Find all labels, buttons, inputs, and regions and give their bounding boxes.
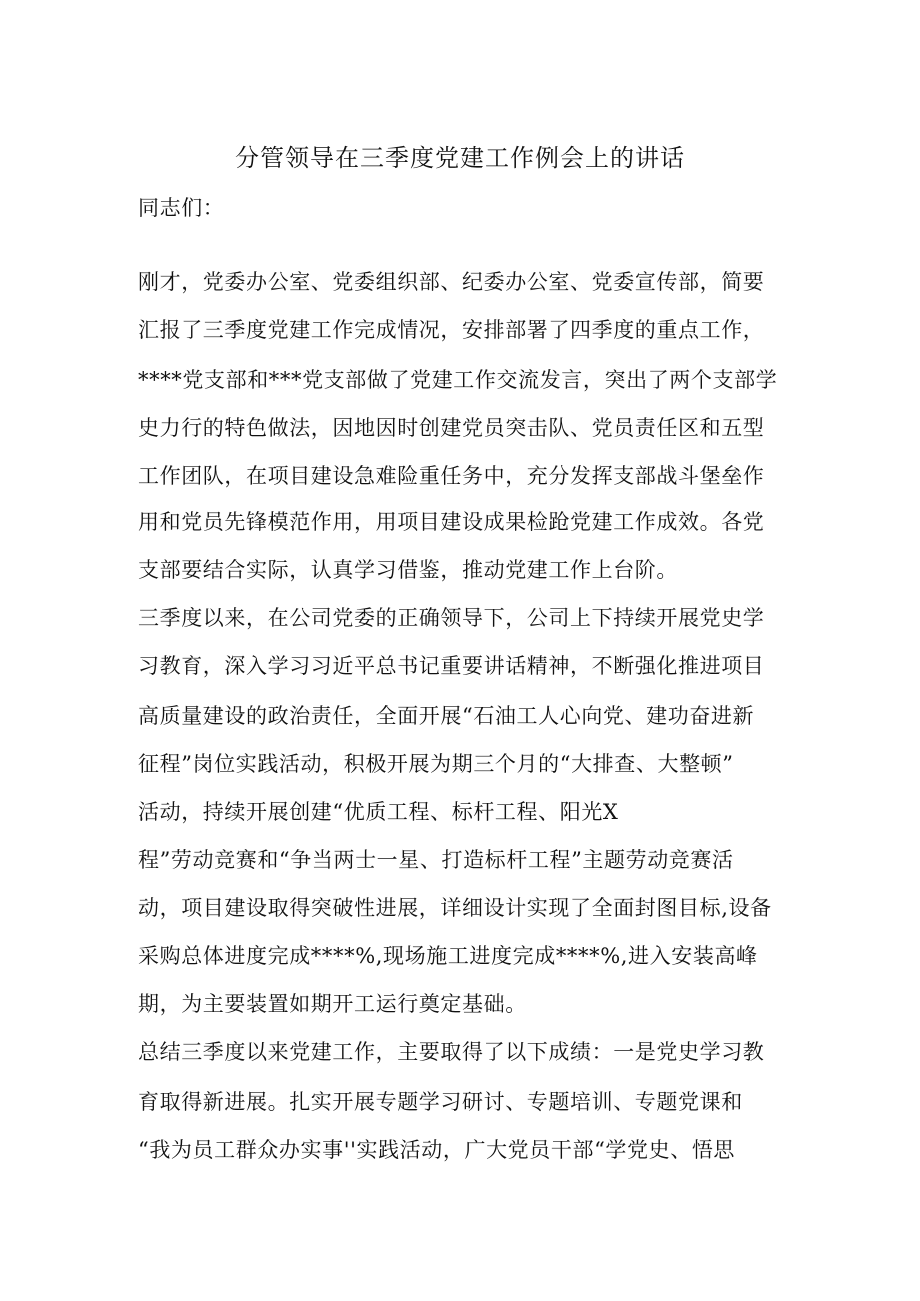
paragraph-line: 史力行的特色做法，因地因时创建党员突击队、党员责任区和五型 [138,416,765,440]
paragraph-line: 采购总体进度完成****%,现场施工进度完成****%,进入安装高峰 [138,944,758,968]
paragraph-line: 征程”岗位实践活动，积极开展为期三个月的“大排查、大整顿” [138,752,734,776]
paragraph-line: 活动，持续开展创建“优质工程、标杆工程、阳光X [138,800,619,824]
paragraph-line: 习教育，深入学习习近平总书记重要讲话精神，不断强化推进项目 [138,654,765,678]
paragraph-line: 程”劳动竞赛和“争当两士一星、打造标杆工程”主题劳动竞赛活 [138,848,734,872]
paragraph-line: 动，项目建设取得突破性进展，详细设计实现了全面封图目标,设备 [138,896,772,920]
paragraph-line: 三季度以来，在公司党委的正确领导下，公司上下持续开展党史学 [138,606,765,630]
paragraph-line: 同志们： [138,196,225,220]
paragraph-line: 汇报了三季度党建工作完成情况，安排部署了四季度的重点工作， [138,318,765,342]
paragraph-line: ****党支部和***党支部做了党建工作交流发言，突出了两个支部学 [138,368,778,392]
paragraph-line: 工作团队，在项目建设急难险重任务中，充分发挥支部战斗堡垒作 [138,464,765,488]
paragraph-line: “我为员工群众办实事''实践活动，广大党员干部“学党史、悟思 [138,1138,736,1162]
paragraph-line: 刚才，党委办公室、党委组织部、纪委办公室、党委宣传部，简要 [138,270,765,294]
document-title: 分管领导在三季度党建工作例会上的讲话 [235,144,685,172]
paragraph-line: 期，为主要装置如期开工运行奠定基础。 [138,992,527,1016]
paragraph-line: 高质量建设的政治责任，全面开展“石油工人心向党、建功奋进新 [138,704,755,728]
paragraph-line: 总结三季度以来党建工作，主要取得了以下成绩：一是党史学习教 [138,1040,765,1064]
paragraph-line: 支部要结合实际，认真学习借鉴，推动党建工作上台阶。 [138,558,678,582]
paragraph-line: 育取得新进展。扎实开展专题学习研讨、专题培训、专题党课和 [138,1090,743,1114]
paragraph-line: 用和党员先锋模范作用，用项目建设成果检跄党建工作成效。各党 [138,510,765,534]
